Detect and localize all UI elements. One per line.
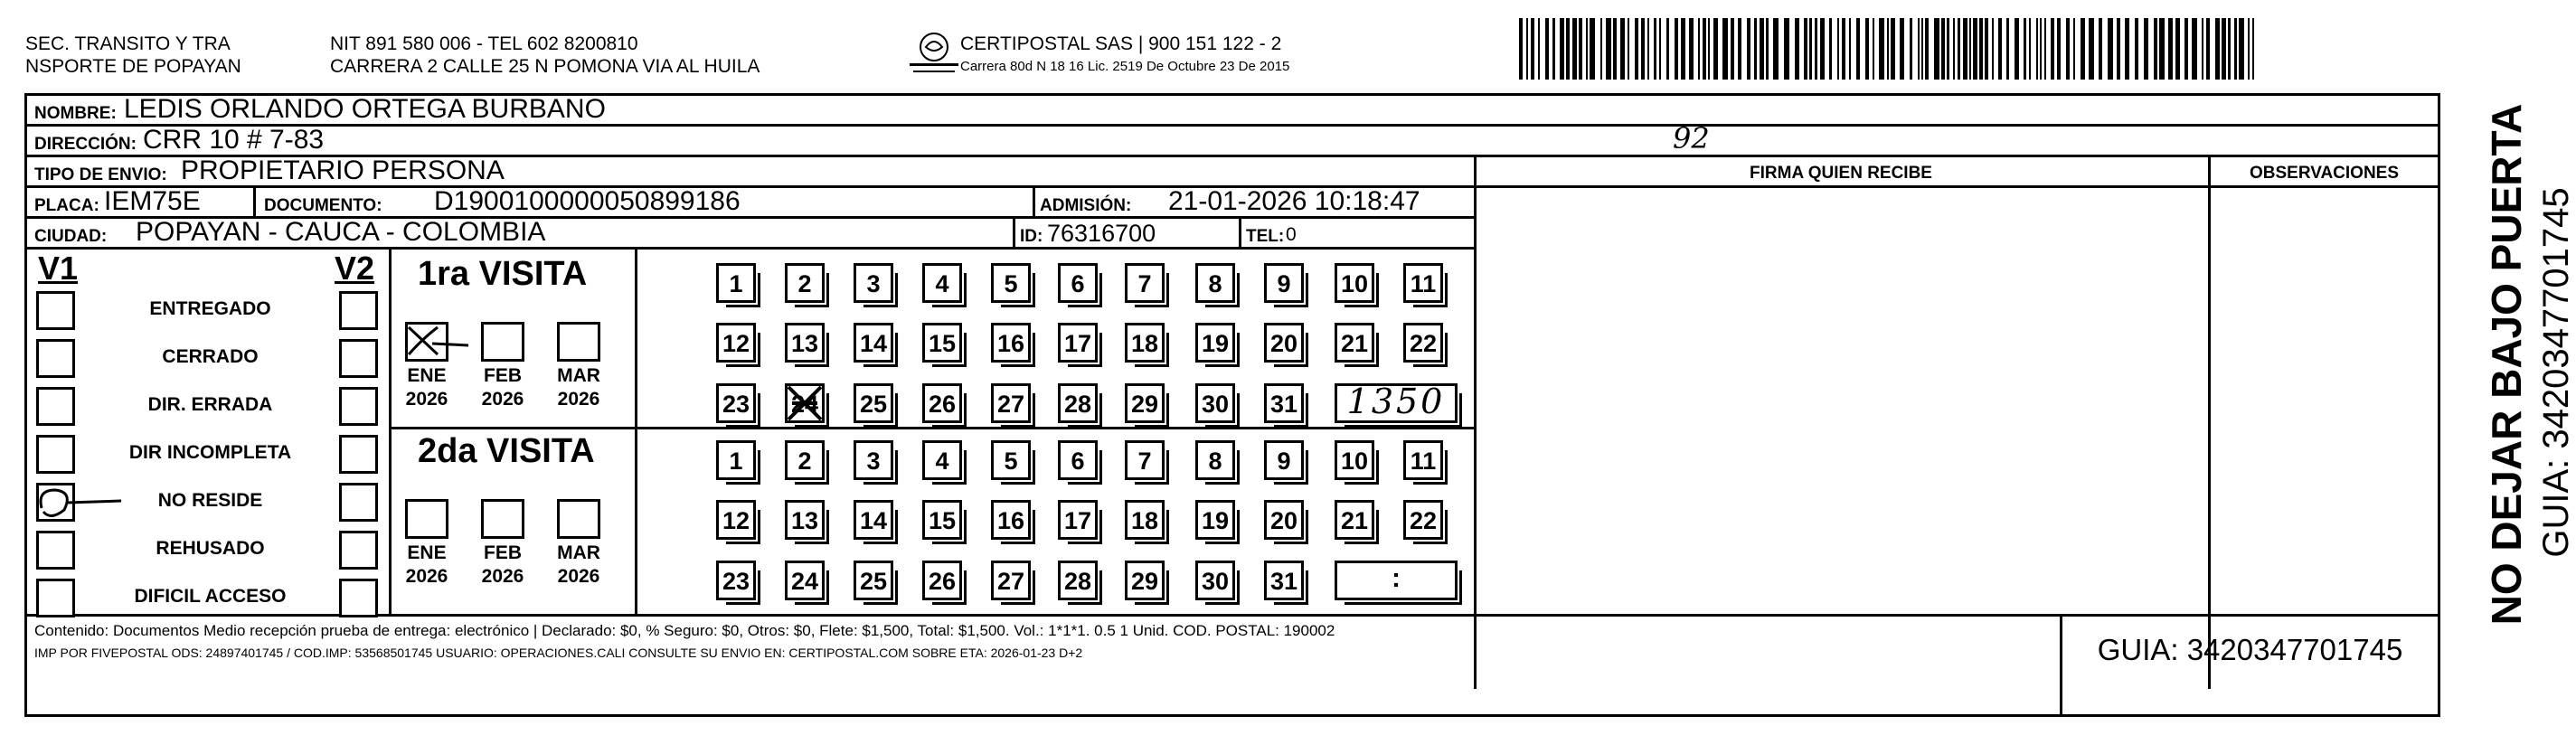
barcode-bar xyxy=(2073,18,2075,80)
barcode-bar xyxy=(1784,18,1789,80)
barcode-bar xyxy=(1572,18,1577,80)
barcode-bar xyxy=(1659,18,1661,80)
barcode-bar xyxy=(1641,18,1645,80)
handwritten-mark xyxy=(33,481,123,526)
barcode-bar xyxy=(1925,18,1929,80)
v2-checkbox[interactable] xyxy=(339,579,378,617)
day-box[interactable]: 23 xyxy=(716,383,756,423)
day-box[interactable]: 14 xyxy=(854,500,893,540)
barcode-bar xyxy=(2154,18,2157,80)
day-box[interactable]: 19 xyxy=(1195,500,1235,540)
v2-label: V2 xyxy=(335,250,375,287)
barcode-bar xyxy=(1731,18,1734,80)
day-box[interactable]: 30 xyxy=(1195,383,1235,423)
sender-org-line2: NSPORTE DE POPAYAN xyxy=(25,56,241,77)
status-label: REHUSADO xyxy=(156,538,265,559)
day-box[interactable]: 11 xyxy=(1403,440,1443,480)
status-label: NO RESIDE xyxy=(157,490,263,511)
id-value: 76316700 xyxy=(1047,220,1156,247)
barcode-graphic xyxy=(1519,18,2260,80)
day-box[interactable]: 17 xyxy=(1058,500,1098,540)
barcode-bar xyxy=(1891,18,1895,80)
carrier-logo xyxy=(904,27,964,80)
day-box[interactable]: 29 xyxy=(1125,383,1165,423)
barcode-bar xyxy=(1992,18,1994,80)
barcode-bar xyxy=(1703,18,1706,80)
imp-line: IMP POR FIVEPOSTAL ODS: 24897401745 / COD.IMP: 53568501745 USUARIO: OPERACIONES.CALI CONSULTE SU ENVIO EN: CERTIPOSTAL.COM SOBRE ETA: 2026-01-23 D+2 xyxy=(34,646,1083,660)
form-frame xyxy=(24,93,2440,717)
barcode-bar xyxy=(2252,18,2254,80)
barcode-bar xyxy=(1738,18,1741,80)
barcode-bar xyxy=(2175,18,2180,80)
barcode-bar xyxy=(1934,18,1939,80)
day-box[interactable]: 12 xyxy=(716,323,756,363)
v2-checkbox[interactable] xyxy=(339,387,378,426)
day-box[interactable]: 25 xyxy=(854,383,893,423)
barcode-bar xyxy=(2108,18,2113,80)
barcode-bar xyxy=(1552,18,1555,80)
day-box[interactable]: 28 xyxy=(1058,561,1098,600)
barcode-bar xyxy=(1760,18,1764,80)
barcode-bar xyxy=(2192,18,2197,80)
barcode-bar xyxy=(1804,18,1807,80)
admission-value: 21-01-2026 10:18:47 xyxy=(1168,186,1420,216)
address-label: DIRECCIÓN: xyxy=(34,135,137,154)
barcode-bar xyxy=(1538,18,1540,80)
barcode-bar xyxy=(1910,18,1912,80)
day-box[interactable]: 18 xyxy=(1125,323,1165,363)
v2-checkbox[interactable] xyxy=(339,291,378,330)
year-label: 2026 xyxy=(405,389,448,410)
barcode-bar xyxy=(1613,18,1617,80)
plate-label: PLACA: xyxy=(34,196,99,215)
month-checkbox[interactable] xyxy=(557,499,600,539)
day-box[interactable]: 10 xyxy=(1335,263,1374,303)
day-box[interactable]: 22 xyxy=(1403,323,1443,363)
barcode-bar xyxy=(1829,18,1832,80)
recipient-name: LEDIS ORLANDO ORTEGA BURBANO xyxy=(124,94,606,124)
day-box[interactable]: 1 xyxy=(716,440,756,480)
signature-left-border xyxy=(1474,157,1477,689)
day-box[interactable]: 4 xyxy=(922,263,962,303)
barcode-bar xyxy=(2040,18,2042,80)
document-value: D1900100000050899186 xyxy=(434,186,741,216)
barcode-bar xyxy=(1722,18,1728,80)
barcode-bar xyxy=(2044,18,2046,80)
carrier-address-line: Carrera 80d N 18 16 Lic. 2519 De Octubre 23 De 2015 xyxy=(960,59,1290,74)
day-box[interactable]: 31 xyxy=(1264,561,1304,600)
status-label: DIFICIL ACCESO xyxy=(134,586,287,607)
barcode-bar xyxy=(1900,18,1904,80)
barcode-bar xyxy=(2015,18,2019,80)
day-box[interactable]: 24 xyxy=(785,383,825,423)
id-divider xyxy=(1239,219,1241,250)
day-box[interactable]: 6 xyxy=(1058,263,1098,303)
year-label: 2026 xyxy=(481,389,524,410)
month-label: MAR xyxy=(557,365,600,386)
name-label: NOMBRE: xyxy=(34,104,117,123)
barcode-bar xyxy=(2081,18,2085,80)
barcode-bar xyxy=(1969,18,1971,80)
visits-days-divider xyxy=(635,250,637,614)
v2-checkbox[interactable] xyxy=(339,531,378,570)
day-box[interactable]: 2 xyxy=(785,440,825,480)
v1-label: V1 xyxy=(38,250,79,287)
visit-title: 2da VISITA xyxy=(418,432,595,470)
barcode-bar xyxy=(2057,18,2061,80)
month-label: MAR xyxy=(557,542,600,563)
month-check-mark xyxy=(405,320,477,365)
day-box[interactable]: 22 xyxy=(1403,500,1443,540)
barcode-bar xyxy=(2215,18,2220,80)
month-checkbox[interactable] xyxy=(405,499,448,539)
day-box[interactable]: 4 xyxy=(922,440,962,480)
day-box[interactable]: 15 xyxy=(922,323,962,363)
barcode-bar xyxy=(1973,18,1977,80)
barcode-bar xyxy=(1873,18,1874,80)
day-box[interactable]: 7 xyxy=(1125,440,1165,480)
barcode-bar xyxy=(2066,18,2070,80)
day-box[interactable]: 9 xyxy=(1264,263,1304,303)
barcode-bar xyxy=(1654,18,1656,80)
side-warning: NO DEJAR BAJO PUERTA xyxy=(2483,103,2530,626)
barcode-bar xyxy=(1856,18,1860,80)
year-label: 2026 xyxy=(557,566,600,587)
year-label: 2026 xyxy=(481,566,524,587)
barcode-bar xyxy=(1809,18,1812,80)
barcode-bar xyxy=(2006,18,2009,80)
v1-checkbox[interactable] xyxy=(36,339,75,378)
day-box[interactable]: 25 xyxy=(854,561,893,600)
month-label: ENE xyxy=(407,365,447,386)
day-box[interactable]: 30 xyxy=(1195,561,1235,600)
day-box[interactable]: 31 xyxy=(1264,383,1304,423)
day-box[interactable]: 14 xyxy=(854,323,893,363)
visit-separator xyxy=(389,427,1474,429)
barcode-bar xyxy=(1681,18,1685,80)
barcode-bar xyxy=(1887,18,1889,80)
month-checkbox[interactable] xyxy=(481,322,524,362)
barcode-bar xyxy=(1947,18,1949,80)
carrier-name-line: CERTIPOSTAL SAS | 900 151 122 - 2 xyxy=(960,33,1282,54)
barcode-bar xyxy=(1747,18,1750,80)
barcode-bar xyxy=(2089,18,2094,80)
admission-label: ADMISIÓN: xyxy=(1040,196,1132,215)
barcode-bar xyxy=(1815,18,1817,80)
side-guia: GUIA: 3420347701745 xyxy=(2536,187,2576,558)
day-box[interactable]: 8 xyxy=(1195,440,1235,480)
barcode-bar xyxy=(2234,18,2237,80)
barcode-bar xyxy=(1865,18,1869,80)
id-label: ID: xyxy=(1020,227,1043,246)
v1-checkbox[interactable] xyxy=(36,579,75,617)
barcode-bar xyxy=(1918,18,1920,80)
document-divider xyxy=(1033,188,1035,219)
barcode-bar xyxy=(1837,18,1839,80)
day-box[interactable]: 2 xyxy=(785,263,825,303)
barcode-bar xyxy=(2206,18,2210,80)
city-divider xyxy=(1013,219,1015,250)
barcode-bar xyxy=(1795,18,1799,80)
day-box[interactable]: 21 xyxy=(1335,323,1374,363)
status-label: DIR INCOMPLETA xyxy=(128,442,292,463)
day-box[interactable]: 5 xyxy=(991,263,1031,303)
recipient-address: CRR 10 # 7-83 xyxy=(143,125,325,155)
day-box[interactable]: 5 xyxy=(991,440,1031,480)
barcode-bar xyxy=(2248,18,2250,80)
barcode-bar xyxy=(2168,18,2173,80)
day-box[interactable]: 1 xyxy=(716,263,756,303)
barcode-bar xyxy=(1998,18,2002,80)
barcode-bar xyxy=(1842,18,1845,80)
v2-checkbox[interactable] xyxy=(339,483,378,522)
barcode-bar xyxy=(1545,18,1549,80)
barcode-bar xyxy=(1606,18,1611,80)
sender-address-line: CARRERA 2 CALLE 25 N POMONA VIA AL HUILA xyxy=(330,56,760,77)
barcode-bar xyxy=(2202,18,2203,80)
day-box[interactable]: 26 xyxy=(922,383,962,423)
barcode-bar xyxy=(2135,18,2138,80)
barcode-bar xyxy=(1713,18,1718,80)
barcode-bar xyxy=(1849,18,1851,80)
day-box[interactable]: 9 xyxy=(1264,440,1304,480)
barcode-bar xyxy=(1635,18,1638,80)
day-box[interactable]: 27 xyxy=(991,383,1031,423)
year-label: 2026 xyxy=(557,389,600,410)
day-box[interactable]: 20 xyxy=(1264,500,1304,540)
observations-header: OBSERVACIONES xyxy=(2249,164,2400,183)
visit-title: 1ra VISITA xyxy=(418,255,588,293)
barcode-bar xyxy=(2144,18,2148,80)
signature-header: FIRMA QUIEN RECIBE xyxy=(1750,164,1932,183)
address-row xyxy=(27,121,2438,157)
day-box[interactable]: 6 xyxy=(1058,440,1098,480)
day-box[interactable]: 23 xyxy=(716,561,756,600)
barcode-bar xyxy=(2036,18,2038,80)
carrier-logo-icon xyxy=(904,27,964,80)
barcode-bar xyxy=(2239,18,2244,80)
barcode-bar xyxy=(1921,18,1923,80)
v1-checkbox[interactable] xyxy=(36,435,75,474)
day-box[interactable]: 13 xyxy=(785,323,825,363)
day-box[interactable]: 13 xyxy=(785,500,825,540)
barcode-bar xyxy=(1766,18,1769,80)
day-box[interactable]: 11 xyxy=(1403,263,1443,303)
v2-checkbox[interactable] xyxy=(339,339,378,378)
city-label: CIUDAD: xyxy=(34,227,108,246)
barcode-bar xyxy=(1708,18,1710,80)
barcode-bar xyxy=(1620,18,1625,80)
v1-checkbox[interactable] xyxy=(36,291,75,330)
barcode-bar xyxy=(1985,18,1988,80)
barcode-bar xyxy=(1531,18,1534,80)
barcode-bar xyxy=(1879,18,1884,80)
barcode-bar xyxy=(2184,18,2188,80)
barcode-bar xyxy=(1647,18,1649,80)
barcode-bar xyxy=(2024,18,2026,80)
day-box[interactable]: 20 xyxy=(1264,323,1304,363)
barcode-bar xyxy=(2099,18,2102,80)
status-label: ENTREGADO xyxy=(149,298,271,319)
plate-value: IEM75E xyxy=(104,186,201,216)
barcode-bar xyxy=(1754,18,1757,80)
tel-label: TEL: xyxy=(1246,227,1285,246)
tel-value: 0 xyxy=(1286,224,1297,245)
content-line: Contenido: Documentos Medio recepción prueba de entrega: electrónico | Declarado: $0, % Seguro: $0, Otros: $0, Flete: $1,500, Total: $1,500. Vol.: 1*1*1. 0.5 1 Unid. COD. POSTAL: 190002 xyxy=(34,622,1335,639)
barcode-bar xyxy=(2117,18,2120,80)
month-checkbox[interactable] xyxy=(557,322,600,362)
month-label: FEB xyxy=(484,542,522,563)
barcode-bar xyxy=(1586,18,1588,80)
handwritten-note: 92 xyxy=(1673,121,1710,156)
day-box[interactable]: 16 xyxy=(991,323,1031,363)
day-box[interactable]: 3 xyxy=(854,263,893,303)
barcode-bar xyxy=(1963,18,1967,80)
barcode-bar xyxy=(1698,18,1700,80)
barcode-bar xyxy=(1566,18,1570,80)
footer-top-border xyxy=(27,614,2438,617)
day-box[interactable]: 12 xyxy=(716,500,756,540)
name-row xyxy=(27,96,2438,127)
status-visits-divider xyxy=(389,250,392,614)
city-value: POPAYAN - CAUCA - COLOMBIA xyxy=(136,217,546,247)
time-value: : xyxy=(1392,563,1401,593)
day-box[interactable]: 7 xyxy=(1125,263,1165,303)
barcode-bar xyxy=(1941,18,1945,80)
sender-nit-line: NIT 891 580 006 - TEL 602 8200810 xyxy=(330,33,638,54)
barcode-bar xyxy=(2222,18,2226,80)
right-header-bottom xyxy=(1474,185,2438,188)
day-box[interactable]: 27 xyxy=(991,561,1031,600)
day-box[interactable]: 16 xyxy=(991,500,1031,540)
barcode-bar xyxy=(1675,18,1678,80)
barcode-bar xyxy=(1526,18,1528,80)
day-box[interactable]: 3 xyxy=(854,440,893,480)
sender-org-line1: SEC. TRANSITO Y TRA xyxy=(25,33,231,54)
observations-left-border xyxy=(2208,157,2211,689)
plate-row xyxy=(27,188,1474,219)
day-box[interactable]: 15 xyxy=(922,500,962,540)
day-box[interactable]: 21 xyxy=(1335,500,1374,540)
barcode-bar xyxy=(1519,18,1523,80)
barcode-bar xyxy=(1953,18,1955,80)
month-label: ENE xyxy=(407,542,447,563)
day-check-mark xyxy=(783,382,826,425)
side-panel xyxy=(2452,99,2576,642)
barcode-bar xyxy=(1979,18,1983,80)
year-label: 2026 xyxy=(405,566,448,587)
day-box[interactable]: 8 xyxy=(1195,263,1235,303)
barcode-bar xyxy=(2228,18,2231,80)
send-type: PROPIETARIO PERSONA xyxy=(181,156,505,185)
day-box[interactable]: 29 xyxy=(1125,561,1165,600)
barcode-bar xyxy=(2051,18,2054,80)
barcode-bar xyxy=(2159,18,2165,80)
v1-checkbox[interactable] xyxy=(36,387,75,426)
document-label: DOCUMENTO: xyxy=(264,196,382,215)
barcode-bar xyxy=(1628,18,1629,80)
barcode-bar xyxy=(2029,18,2031,80)
day-box[interactable]: 24 xyxy=(785,561,825,600)
send-type-label: TIPO DE ENVIO: xyxy=(34,165,167,184)
barcode-bar xyxy=(1666,18,1669,80)
day-box[interactable]: 26 xyxy=(922,561,962,600)
v1-checkbox[interactable] xyxy=(36,531,75,570)
v2-checkbox[interactable] xyxy=(339,435,378,474)
barcode-bar xyxy=(1773,18,1779,80)
day-box[interactable]: 18 xyxy=(1125,500,1165,540)
day-box[interactable]: 17 xyxy=(1058,323,1098,363)
status-label: DIR. ERRADA xyxy=(147,394,273,415)
barcode-bar xyxy=(1958,18,1960,80)
month-checkbox[interactable] xyxy=(481,499,524,539)
barcode-bar xyxy=(2125,18,2129,80)
day-box[interactable]: 10 xyxy=(1335,440,1374,480)
barcode-bar xyxy=(1600,18,1602,80)
barcode-bar xyxy=(1689,18,1694,80)
city-row xyxy=(27,219,1474,250)
day-box[interactable]: 28 xyxy=(1058,383,1098,423)
plate-divider xyxy=(253,188,256,219)
send-type-row xyxy=(27,157,1474,188)
guia-box: GUIA: 3420347701745 xyxy=(2097,633,2403,666)
barcode xyxy=(1519,18,2260,80)
day-box[interactable]: 19 xyxy=(1195,323,1235,363)
barcode-bar xyxy=(1579,18,1582,80)
barcode-bar xyxy=(1820,18,1825,80)
barcode-bar xyxy=(1590,18,1595,80)
barcode-bar xyxy=(1560,18,1564,80)
status-section xyxy=(27,250,389,614)
month-label: FEB xyxy=(484,365,522,386)
time-value: 1350 xyxy=(1346,382,1446,421)
status-label: CERRADO xyxy=(162,346,259,367)
